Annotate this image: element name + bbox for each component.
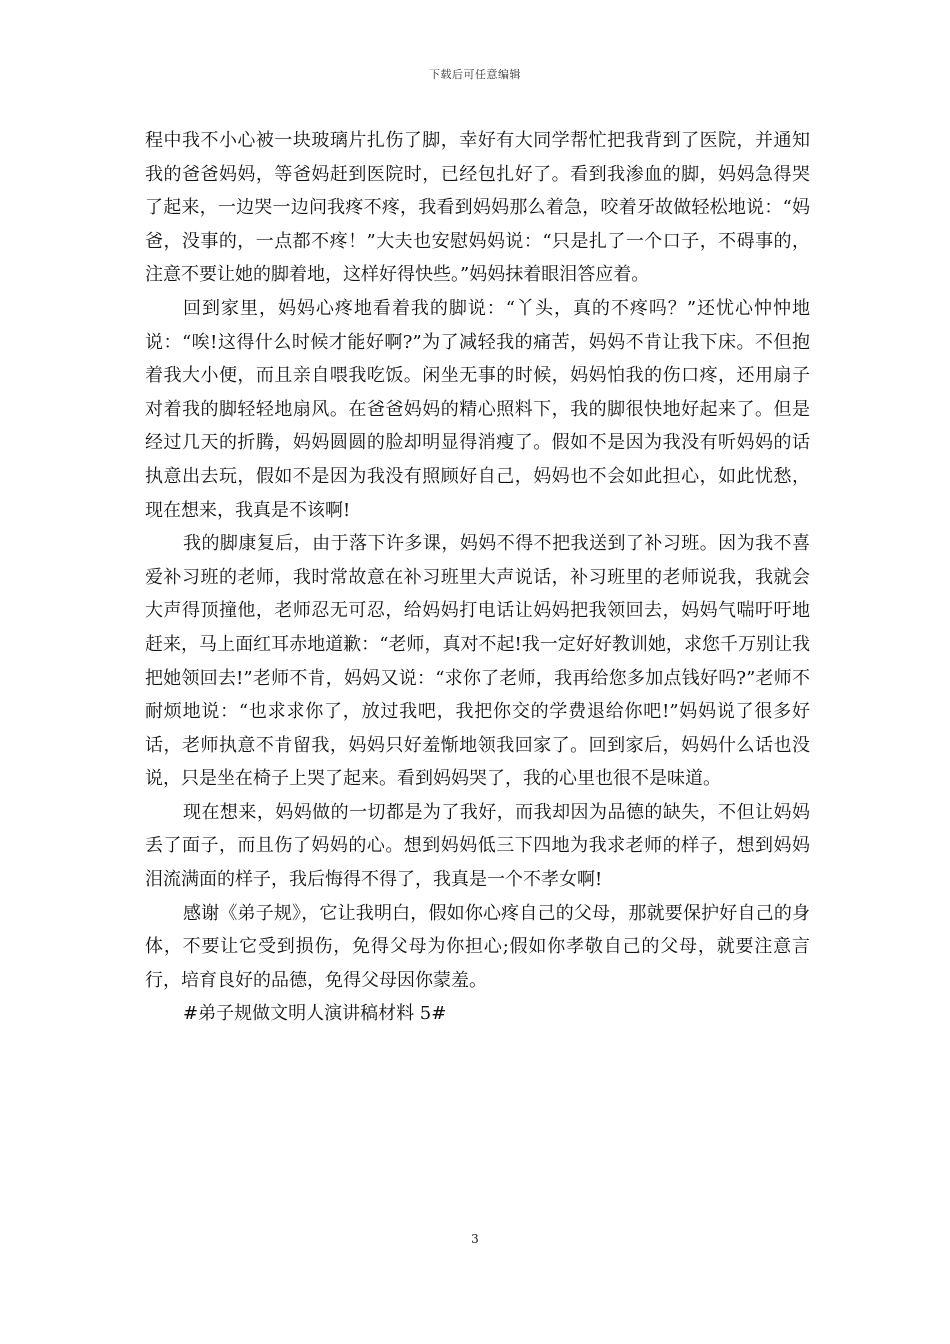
paragraph: 感谢《弟子规》，它让我明白，假如你心疼自己的父母，那就要保护好自己的身体，不要让它受到损伤，免得父母为你担心;假如你孝敬自己的父母，就要注意言行，培育良好的品德，免得父母因你蒙羞。 bbox=[145, 902, 810, 991]
page-header: 下载后可任意编辑 bbox=[429, 68, 521, 81]
section-heading: #弟子规做文明人演讲稿材料 5# bbox=[183, 1003, 447, 1025]
paragraph: 现在想来，妈妈做的一切都是为了我好，而我却因为品德的缺失，不但让妈妈丢了面子，而且伤了妈妈的心。想到妈妈低三下四地为我求老师的样子，想到妈妈泪流满面的样子，我后悔得不得了，我真是一个不孝女啊! bbox=[145, 801, 810, 891]
paragraph-continued: 程中我不小心被一块玻璃片扎伤了脚，幸好有大同学帮忙把我背到了医院，并通知我的爸爸妈妈，等爸妈赶到医院时，已经包扎好了。看到我渗血的脚，妈妈急得哭了起来，一边哭一边问我疼不疼，我看到妈妈那么着急，咬着牙故做轻松地说：“妈爸，没事的，一点都不疼！”大夫也安慰妈妈说：“只是扎了一个口子，不碍事的，注意不要让她的脚着地，这样好得快些。”妈妈抹着眼泪答应着。 bbox=[145, 130, 810, 286]
document-body bbox=[145, 124, 810, 1031]
paragraph: 我的脚康复后，由于落下许多课，妈妈不得不把我送到了补习班。因为我不喜爱补习班的老师，我时常故意在补习班里大声说话，补习班里的老师说我，我就会大声得顶撞他，老师忍无可忍，给妈妈打电话让妈妈把我领回去，妈妈气喘吁吁地赶来，马上面红耳赤地道歉：“老师，真对不起!我一定好好教训她，求您千万别让我把她领回去!”老师不肯，妈妈又说：“求你了老师，我再给您多加点钱好吗?”老师不耐烦地说：“也求求你了，放过我吧，我把你交的学费退给你吧!”妈妈说了很多好话，老师执意不肯留我，妈妈只好羞惭地领我回家了。回到家后，妈妈什么话也没说，只是坐在椅子上哭了起来。看到妈妈哭了，我的心里也很不是味道。 bbox=[145, 533, 810, 790]
paragraph: 回到家里，妈妈心疼地看着我的脚说：“丫头，真的不疼吗？”还忧心忡忡地说：“唉!这得什么时候才能好啊?”为了减轻我的痛苦，妈妈不肯让我下床。不但抱着我大小便，而且亲自喂我吃饭。闲坐无事的时候，妈妈怕我的伤口疼，还用扇子对着我的脚轻轻地扇风。在爸爸妈妈的精心照料下，我的脚很快地好起来了。但是经过几天的折腾，妈妈圆圆的脸却明显得消瘦了。假如不是因为我没有听妈妈的话执意出去玩，假如不是因为我没有照顾好自己，妈妈也不会如此担心，如此忧愁，现在想来，我真是不该啊! bbox=[145, 297, 810, 521]
page-number: 3 bbox=[471, 1232, 479, 1246]
